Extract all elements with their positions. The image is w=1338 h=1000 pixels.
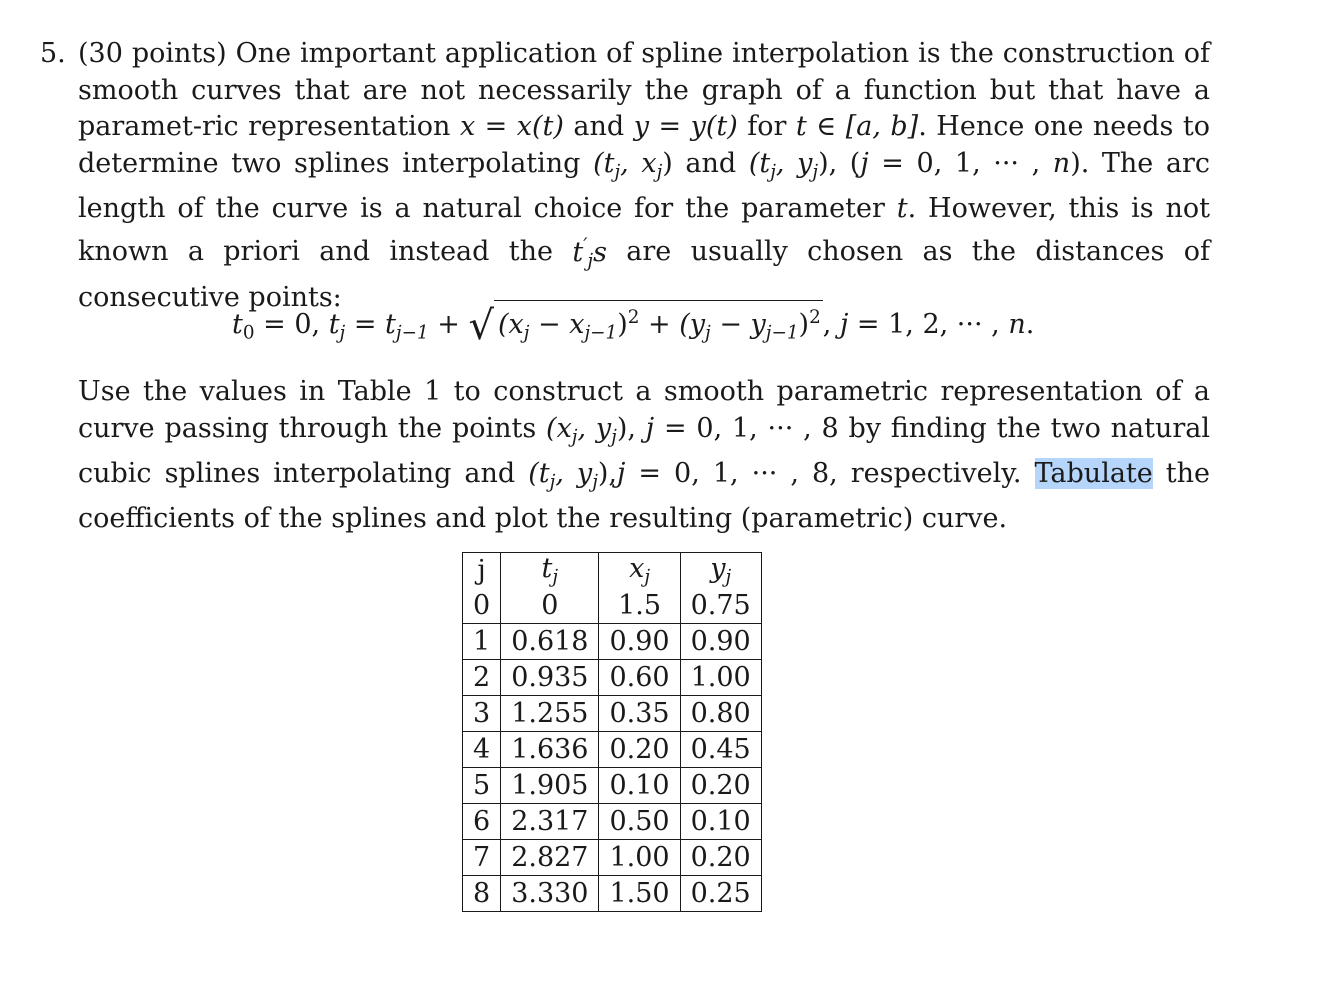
math-ty-pair-2: ($t_j$, $y_j$ — [528, 457, 598, 493]
header-x: $x_j$ — [599, 553, 680, 588]
table-row: 5 1.905 0.10 0.20 — [463, 767, 762, 803]
text-run: and — [672, 147, 749, 179]
math-t: t — [896, 192, 908, 224]
data-table — [462, 552, 762, 912]
text-run: . However, this is not known a priori and instead the — [78, 192, 1210, 268]
problem-paragraph-2: Use the values in Table 1 to construct a smooth parametric representation of a curve passing through the points ($x_j$, $y_j$), j = 0, 1, ··· , 8 by finding the two natural cubic splines interpolating and ($t_j$, $y_j),j = 0$, 1, ··· , 8, respectively. Tabulate the coefficients of the splines and plot the resulting (parametric) curve. — [78, 376, 1211, 534]
math-xy-pair: ($x_j$, $y_j$ — [546, 412, 617, 448]
header-y: $y_j$ — [680, 553, 761, 588]
text-run: ), ( — [818, 147, 861, 179]
text-run: are usually chosen as the distances of consecutive points: — [78, 236, 1210, 313]
problem-paragraph-1 — [78, 36, 1210, 316]
problem-number: 5. — [40, 38, 66, 69]
math-x-of-t: x = x(t) — [459, 111, 564, 143]
math-y-of-t: y = y(t) — [633, 111, 738, 143]
text-run: = 0, 1, ··· , — [868, 147, 1053, 179]
header-t: $t_j$ — [501, 553, 599, 588]
selected-word-highlight[interactable]: Tabulate — [1034, 457, 1153, 489]
table-row: 0 0 1.5 0.75 — [463, 588, 762, 624]
table-row: 7 2.827 1.00 0.20 — [463, 839, 762, 875]
text-run: . Hence one needs to determine two splines interpolating — [78, 111, 1210, 179]
math-n: n — [1052, 147, 1071, 179]
sqrt-symbol: √ — [468, 303, 494, 350]
table-row: 6 2.317 0.50 0.10 — [463, 803, 762, 839]
math-t-interval: t ∈ [a, b] — [795, 111, 919, 143]
text-run: ). The arc length of the curve is a natural choice for the parameter — [78, 147, 1211, 224]
math-j: j — [860, 147, 869, 179]
math-tx-pair: ($t_j$, $x_j$ — [593, 147, 663, 183]
table-header-row — [463, 553, 762, 588]
math-ty-pair: ($t_j$, $y_j$ — [748, 147, 819, 183]
table-row: 2 0.935 0.60 1.00 — [463, 659, 762, 695]
text-run: (30 points) One important application of spline interpolation is the construction of smooth curves that are not necessarily the graph of a function but that have a paramet-ric representation — [78, 38, 1210, 143]
table-row: 1 0.618 0.90 0.90 — [463, 623, 762, 659]
problem-statement — [40, 36, 1210, 316]
math-tj-prime-s: $t'_js$ — [572, 234, 607, 272]
distance-formula: $t_0 = 0$, $t_j = t_{j-1}$ + √ $(x_j - x_{j-1})^2 + (y_j - y_{j-1})^2$, j = 1, 2, ··· , n. — [232, 300, 1034, 349]
text-run: ) — [662, 147, 673, 179]
table-row: 3 1.255 0.35 0.80 — [463, 695, 762, 731]
sqrt-radicand: $(x_j - x_{j-1})^2 + (y_j - y_{j-1})^2$ — [494, 300, 823, 349]
table-row: 4 1.636 0.20 0.45 — [463, 731, 762, 767]
text-run: and — [563, 111, 634, 143]
header-j: j — [463, 553, 501, 588]
text-run: for — [737, 111, 796, 143]
table-row: 8 3.330 1.50 0.25 — [463, 875, 762, 911]
